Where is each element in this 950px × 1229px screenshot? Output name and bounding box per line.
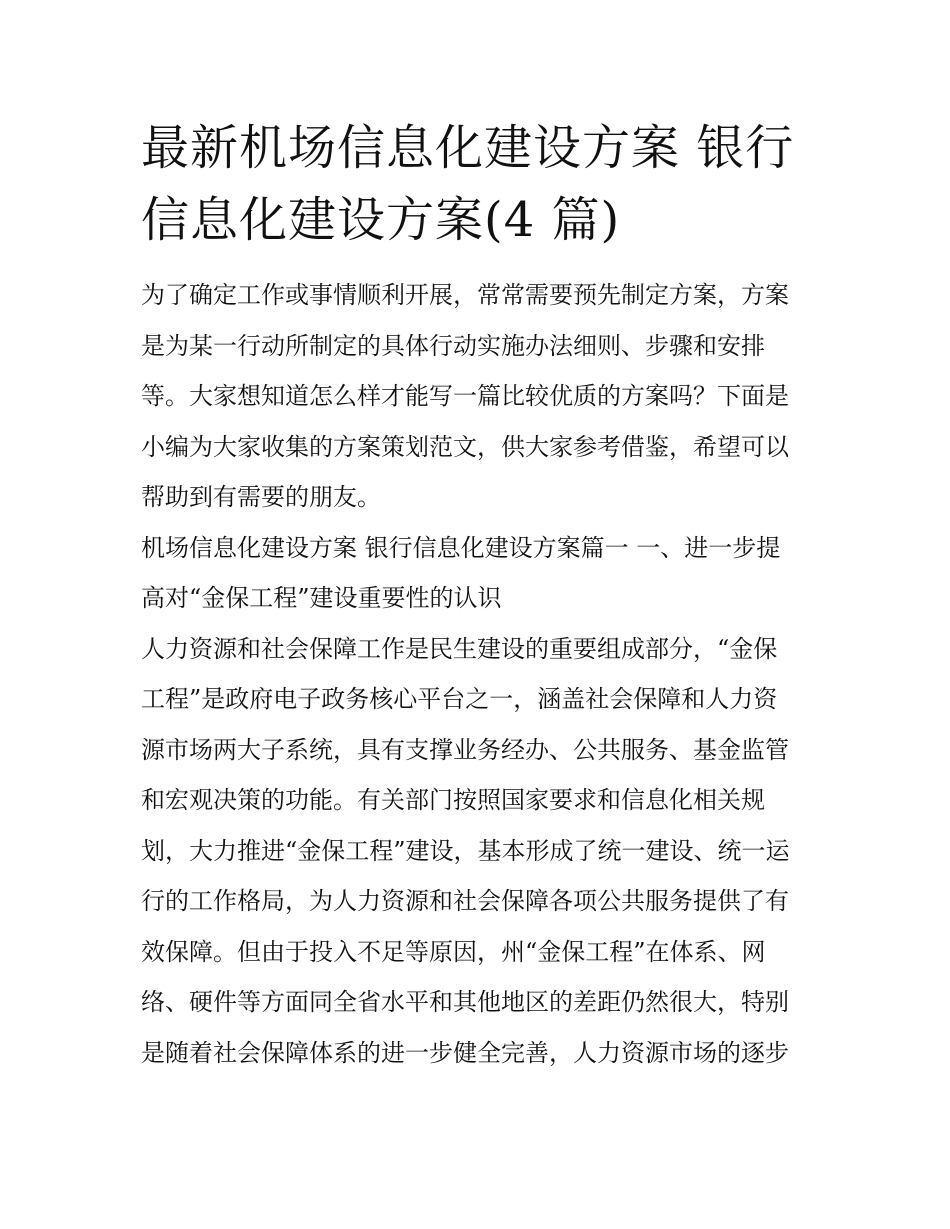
intro-line: 是为某一行动所制定的具体行动实施办法细则、步骤和安排 (141, 331, 765, 360)
body-line: 和宏观决策的功能。有关部门按照国家要求和信息化相关规 (141, 786, 765, 814)
body-line: 人力资源和社会保障工作是民生建设的重要组成部分，“金保 (141, 634, 778, 663)
body-line: 络、硬件等方面同全省水平和其他地区的差距仍然很大，特别 (141, 988, 789, 1016)
intro-line: 等。大家想知道怎么样才能写一篇比较优质的方案吗？下面是 (141, 382, 789, 410)
body-line: 效保障。但由于投入不足等原因，州“金保工程”在体系、网 (141, 937, 766, 966)
document-body (141, 270, 813, 1078)
section-heading (141, 523, 813, 624)
section-heading-line: 机场信息化建设方案 银行信息化建设方案篇一 一、进一步提 (141, 533, 781, 562)
body-paragraph (141, 624, 813, 1079)
body-line: 工程”是政府电子政务核心平台之一，涵盖社会保障和人力资 (141, 685, 778, 713)
body-line: 划，大力推进“金保工程”建设，基本形成了统一建设、统一运 (141, 836, 790, 865)
intro-line: 帮助到有需要的朋友。 (141, 483, 381, 511)
title-line-2: 信息化建设方案(4 篇) (141, 192, 621, 248)
intro-line: 小编为大家收集的方案策划范文，供大家参考借鉴，希望可以 (141, 432, 789, 461)
body-line: 行的工作格局，为人力资源和社会保障各项公共服务提供了有 (141, 887, 789, 915)
section-heading-line: 高对“金保工程”建设重要性的认识 (141, 584, 502, 612)
intro-line: 为了确定工作或事情顺利开展，常常需要预先制定方案，方案 (141, 281, 789, 309)
body-line: 是随着社会保障体系的进一步健全完善，人力资源市场的逐步 (141, 1038, 789, 1067)
title-line-1: 最新机场信息化建设方案 银行 (141, 120, 795, 176)
document-page (141, 112, 813, 1078)
body-line: 源市场两大子系统，具有支撑业务经办、公共服务、基金监管 (141, 735, 789, 764)
intro-paragraph (141, 270, 813, 523)
document-title (141, 112, 813, 256)
